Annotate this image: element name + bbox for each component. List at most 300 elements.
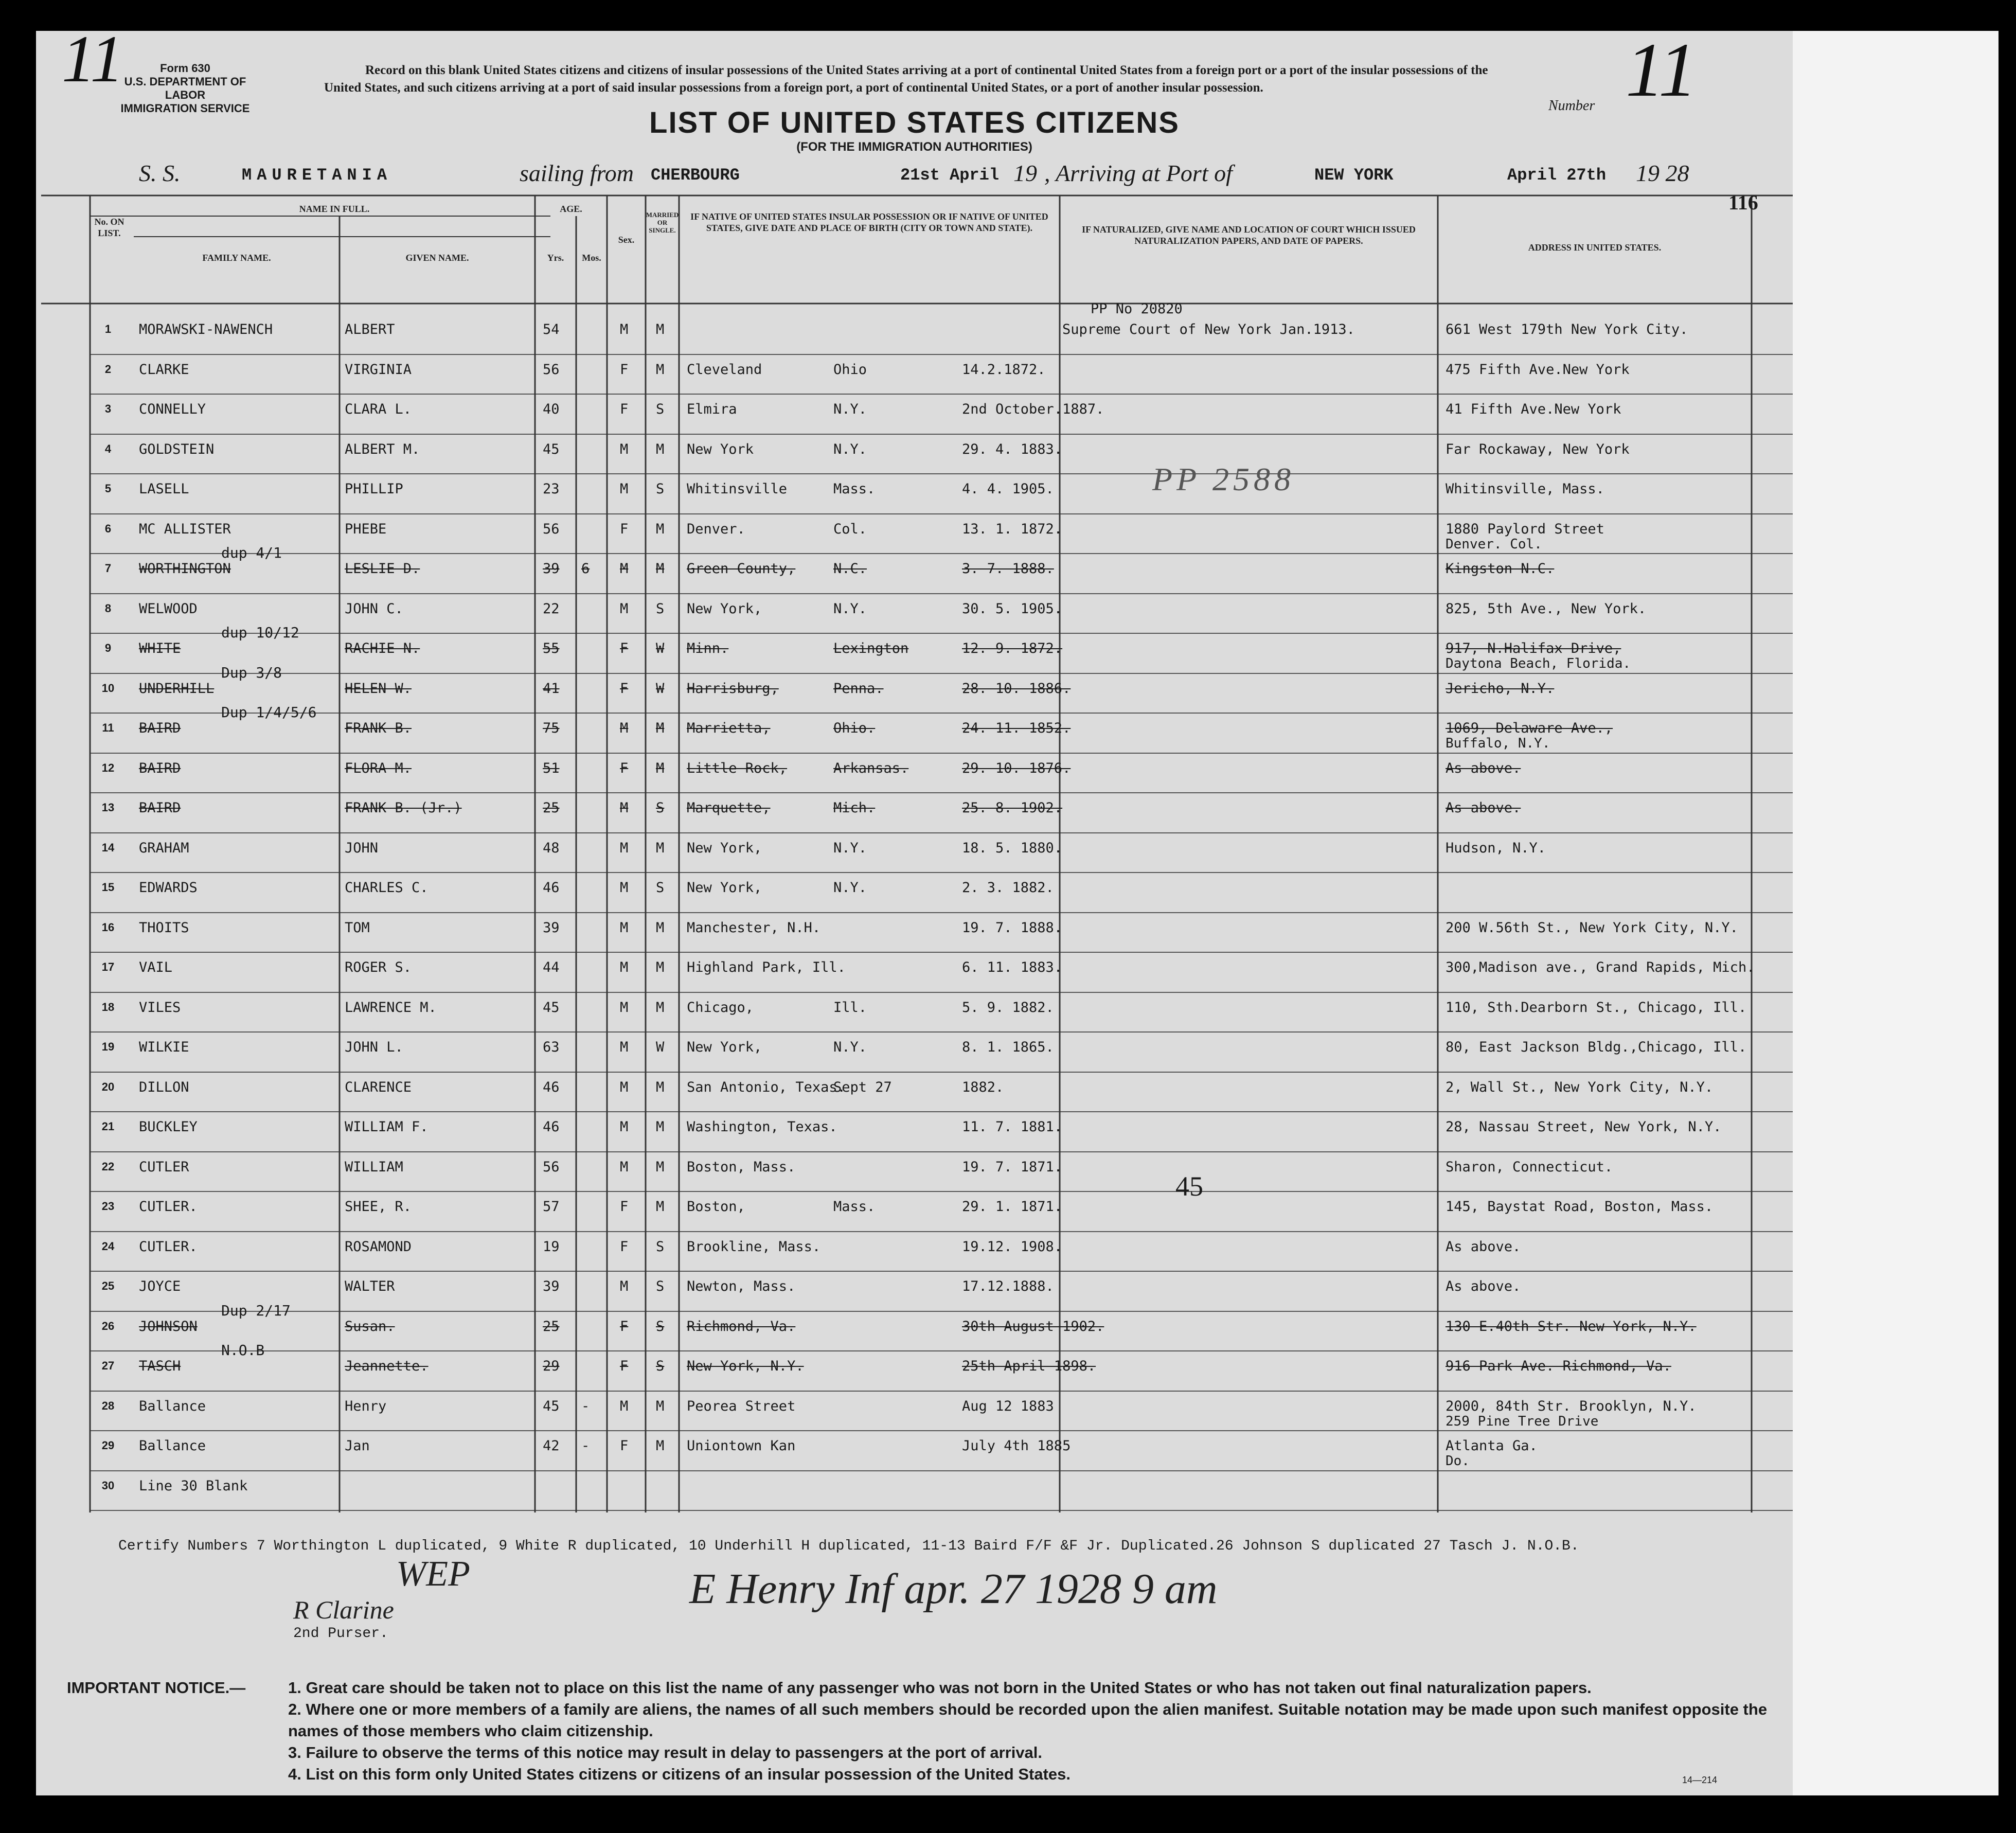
birth-place: Uniontown Kan <box>687 1438 796 1454</box>
marital-status: M <box>656 1119 665 1135</box>
sex: F <box>620 1438 629 1454</box>
birth-place: Minn. <box>687 640 729 656</box>
age-years: 48 <box>543 840 560 856</box>
birth-state: N.Y. <box>833 600 867 617</box>
col-sex: Sex. <box>618 235 635 245</box>
family-name: Ballance <box>139 1438 206 1454</box>
birth-place: Peorea Street <box>687 1398 796 1414</box>
birth-place: Newton, Mass. <box>687 1278 796 1294</box>
birth-date: 2nd October.1887. <box>962 401 1104 417</box>
form-number: Form 630 <box>160 62 210 75</box>
birth-place: Richmond, Va. <box>687 1318 796 1334</box>
family-name: JOYCE <box>139 1278 181 1294</box>
ship-name: MAURETANIA <box>242 166 393 185</box>
family-name: GRAHAM <box>139 840 189 856</box>
address-line-1: 130 E.40th Str. New York, N.Y. <box>1446 1318 1697 1334</box>
address-line-1: 110, Sth.Dearborn St., Chicago, Ill. <box>1446 999 1747 1016</box>
address-line-1: 41 Fifth Ave.New York <box>1446 401 1621 417</box>
birth-place: Boston, <box>687 1199 745 1215</box>
given-name: ROSAMOND <box>345 1238 412 1255</box>
address-line-1: As above. <box>1446 800 1521 816</box>
page-number: 116 <box>1728 191 1758 214</box>
purser-title: 2nd Purser. <box>293 1626 388 1642</box>
birth-date: 14.2.1872. <box>962 361 1046 378</box>
marital-status: W <box>656 640 665 656</box>
age-years: 45 <box>543 441 560 457</box>
sex: F <box>620 640 629 656</box>
given-name: SHEE, R. <box>345 1199 412 1215</box>
port-to: NEW YORK <box>1314 166 1394 185</box>
family-name: Line 30 Blank <box>139 1478 248 1494</box>
birth-date: 13. 1. 1872. <box>962 521 1063 537</box>
address-line-1: 28, Nassau Street, New York, N.Y. <box>1446 1119 1722 1135</box>
corner-handwritten-mark: 11 <box>62 22 124 96</box>
birth-state: N.Y. <box>833 880 867 896</box>
sex: M <box>620 1398 629 1414</box>
col-months: Mos. <box>582 253 601 263</box>
sailing-label: sailing from <box>520 160 634 186</box>
marital-status: W <box>656 1039 665 1055</box>
family-name: CONNELLY <box>139 401 206 417</box>
birth-place: New York, N.Y. <box>687 1358 804 1374</box>
age-years: 45 <box>543 1398 560 1414</box>
row-number: 4 <box>104 442 112 455</box>
age-years: 39 <box>543 561 560 577</box>
duplicate-note: dup 10/12 <box>221 624 299 641</box>
birth-state: N.Y. <box>833 441 867 457</box>
address-line-1: 1069, Delaware Ave., <box>1446 720 1613 736</box>
address-line-1: 1880 Paylord Street <box>1446 521 1604 537</box>
address-line-2: Daytona Beach, Florida. <box>1446 656 1631 671</box>
birth-place: New York, <box>687 1039 762 1055</box>
sex: M <box>620 1119 629 1135</box>
birth-place: Brookline, Mass. <box>687 1238 821 1255</box>
marital-status: M <box>656 521 665 537</box>
given-name: WALTER <box>345 1278 395 1294</box>
age-years: 45 <box>543 999 560 1016</box>
row-number: 18 <box>101 1000 115 1013</box>
voyage-line <box>36 159 1793 190</box>
important-notice-label: IMPORTANT NOTICE.— <box>67 1679 246 1697</box>
row-number: 15 <box>101 881 115 894</box>
notice-item-3: 3. Failure to observe the terms of this notice may result in delay to passengers at the port of arrival. <box>288 1743 1043 1761</box>
birth-state: Mass. <box>833 481 876 497</box>
row-number: 14 <box>101 841 115 854</box>
birth-date: 29. 4. 1883. <box>962 441 1063 457</box>
footer-code: 14—214 <box>1682 1775 1718 1785</box>
marital-status: M <box>656 760 665 776</box>
given-name: TOM <box>345 919 370 936</box>
age-years: 54 <box>543 322 560 337</box>
address-line-1: As above. <box>1446 1278 1521 1294</box>
sex: M <box>620 959 629 975</box>
address-line-1: 2000, 84th Str. Brooklyn, N.Y. <box>1446 1398 1697 1414</box>
birth-place: Marrietta, <box>687 720 771 736</box>
age-years: 25 <box>543 1318 560 1334</box>
row-number: 27 <box>101 1359 115 1372</box>
family-name: BUCKLEY <box>139 1119 198 1135</box>
birth-date: 30. 5. 1905. <box>962 600 1063 617</box>
marital-status: M <box>656 561 665 577</box>
address-line-1: 825, 5th Ave., New York. <box>1446 600 1647 617</box>
age-months: - <box>581 1438 590 1454</box>
birth-place: New York, <box>687 880 762 896</box>
birth-place: Cleveland <box>687 361 762 378</box>
notice-item-4: 4. List on this form only United States citizens or citizens of an insular possession of the United States. <box>288 1765 1071 1783</box>
marital-status: S <box>656 600 665 617</box>
arrive-date: April 27th <box>1507 166 1607 185</box>
sex: M <box>620 720 629 736</box>
age-years: 40 <box>543 401 560 417</box>
given-name: CLARENCE <box>345 1079 412 1095</box>
given-name: WILLIAM <box>345 1159 403 1175</box>
address-line-1: 80, East Jackson Bldg.,Chicago, Ill. <box>1446 1039 1747 1055</box>
address-line-1: 145, Baystat Road, Boston, Mass. <box>1446 1199 1714 1215</box>
purser-signature: R Clarine <box>293 1595 394 1624</box>
notice-item-2: 2. Where one or more members of a family are aliens, the names of all such members should be recorded upon the alien manifest. Suitable notation may be made upon such manifest opposite the names of those members who claim citizenship. <box>288 1700 1768 1740</box>
duplicate-note: dup 4/1 <box>221 544 282 561</box>
birth-place: Highland Park, Ill. <box>687 959 846 975</box>
given-name: Henry <box>345 1398 387 1414</box>
sex: M <box>620 919 629 936</box>
birth-place: Harrisburg, <box>687 680 779 697</box>
row-number: 17 <box>101 960 115 973</box>
instruction-text: Record on this blank United States citizens and citizens of insular possessions of the United States arriving at a port of continental United States from a foreign port or a port of the insular possessions of the United States, and such citizens arriving at a port of said insular possessions from a foreign port, a port of continental United States, or a port of another insular possession. <box>324 63 1488 95</box>
birth-place: Chicago, <box>687 999 754 1016</box>
age-years: 56 <box>543 1159 560 1175</box>
birth-date: 24. 11. 1852. <box>962 720 1071 736</box>
row-number: 1 <box>104 323 112 335</box>
address-line-1: Far Rockaway, New York <box>1446 441 1630 457</box>
birth-state: Ill. <box>833 999 867 1016</box>
sex: M <box>620 561 629 577</box>
sex: M <box>620 481 629 497</box>
age-years: 41 <box>543 680 560 697</box>
family-name: WORTHINGTON <box>139 561 231 577</box>
birth-place: Boston, Mass. <box>687 1159 796 1175</box>
sex: F <box>620 1199 629 1215</box>
sex: F <box>620 680 629 697</box>
sex: F <box>620 401 629 417</box>
notice-item-1: 1. Great care should be taken not to place on this list the name of any passenger who was not born in the United States or who has not taken out final naturalization papers. <box>288 1679 1592 1697</box>
duplicate-note: Dup 2/17 <box>221 1302 291 1319</box>
row-number: 23 <box>101 1200 115 1213</box>
birth-state: Mich. <box>833 800 876 816</box>
birth-date: 19. 7. 1871. <box>962 1159 1063 1175</box>
address-line-1: As above. <box>1446 760 1521 776</box>
birth-date: July 4th 1885 <box>962 1438 1071 1454</box>
sex: M <box>620 600 629 617</box>
sex: F <box>620 521 629 537</box>
marital-status: M <box>656 959 665 975</box>
age-years: 39 <box>543 1278 560 1294</box>
sex: M <box>620 1278 629 1294</box>
address-line-2: Buffalo, N.Y. <box>1446 736 1550 751</box>
family-name: VILES <box>139 999 181 1016</box>
family-name: CUTLER <box>139 1159 189 1175</box>
family-name: CUTLER. <box>139 1199 198 1215</box>
address-line-1: Hudson, N.Y. <box>1446 840 1546 856</box>
number-label: Number <box>1548 98 1595 114</box>
address-line-1: 300,Madison ave., Grand Rapids, Mich. <box>1446 959 1755 975</box>
address-line-1: 661 West 179th New York City. <box>1446 322 1688 337</box>
sex: F <box>620 361 629 378</box>
row-number: 6 <box>104 522 112 535</box>
marital-status: S <box>656 1238 665 1255</box>
birth-date: 11. 7. 1881. <box>962 1119 1063 1135</box>
department-name: U.S. DEPARTMENT OF LABOR <box>124 75 246 101</box>
marital-status: S <box>656 880 665 896</box>
birth-state: Col. <box>833 521 867 537</box>
birth-place: San Antonio, Texas. <box>687 1079 846 1095</box>
birth-date: 8. 1. 1865. <box>962 1039 1054 1055</box>
marital-status: M <box>656 361 665 378</box>
family-name: Ballance <box>139 1398 206 1414</box>
birth-date: 19. 7. 1888. <box>962 919 1063 936</box>
sex: M <box>620 322 629 337</box>
col-naturalized: IF NATURALIZED, GIVE NAME AND LOCATION OF COURT WHICH ISSUED NATURALIZATION PAPERS, AND DATE OF PAPERS. <box>1082 224 1416 246</box>
given-name: VIRGINIA <box>345 361 412 378</box>
birth-state: N.Y. <box>833 401 867 417</box>
age-years: 56 <box>543 521 560 537</box>
col-family-name: FAMILY NAME. <box>202 253 271 263</box>
family-name: WHITE <box>139 640 181 656</box>
age-years: 44 <box>543 959 560 975</box>
age-years: 75 <box>543 720 560 736</box>
row-number: 28 <box>101 1399 115 1412</box>
sex: F <box>620 760 629 776</box>
row-number: 29 <box>101 1439 115 1452</box>
family-name: MC ALLISTER <box>139 521 231 537</box>
given-name: RACHIE N. <box>345 640 420 656</box>
family-name: CLARKE <box>139 361 189 378</box>
marital-status: S <box>656 1318 665 1334</box>
sex: F <box>620 1358 629 1374</box>
given-name: CLARA L. <box>345 401 412 417</box>
address-line-1: Kingston N.C. <box>1446 561 1555 577</box>
address-line-2: 259 Pine Tree Drive <box>1446 1413 1599 1429</box>
birth-place: Manchester, N.H. <box>687 919 821 936</box>
row-number: 24 <box>101 1239 115 1253</box>
family-name: UNDERHILL <box>139 680 215 697</box>
family-name: BAIRD <box>139 800 181 816</box>
given-name: Jan <box>345 1438 370 1454</box>
birth-state: Ohio. <box>833 720 876 736</box>
birth-place: Marquette, <box>687 800 771 816</box>
row-number: 22 <box>101 1160 115 1173</box>
birth-state: Sept 27 <box>833 1079 892 1095</box>
given-name: FRANK B. <box>345 720 412 736</box>
row-number: 13 <box>101 801 115 814</box>
marital-status: M <box>656 1079 665 1095</box>
marital-status: M <box>656 1398 665 1414</box>
col-birth: IF NATIVE OF UNITED STATES INSULAR POSSESSION OR IF NATIVE OF UNITED STATES, GIVE DATE AND PLACE OF BIRTH (CITY OR TOWN AND STATE). <box>690 211 1048 233</box>
family-name: WELWOOD <box>139 600 198 617</box>
year-label: 19 <box>1013 160 1037 186</box>
birth-date: 5. 9. 1882. <box>962 999 1054 1016</box>
birth-place: Green County, <box>687 561 796 577</box>
sex: F <box>620 1238 629 1255</box>
birth-date: 3. 7. 1888. <box>962 561 1054 577</box>
address-line-2: Denver. Col. <box>1446 536 1542 552</box>
marital-status: S <box>656 1358 665 1374</box>
handwritten-pp-note: PP 2588 <box>1152 461 1295 497</box>
marital-status: S <box>656 481 665 497</box>
address-line-2: Do. <box>1446 1453 1470 1469</box>
marital-status: S <box>656 401 665 417</box>
birth-date: 29. 1. 1871. <box>962 1199 1063 1215</box>
family-name: JOHNSON <box>139 1318 198 1334</box>
address-line-1: As above. <box>1446 1238 1521 1255</box>
sex: M <box>620 1079 629 1095</box>
birth-state: Lexington <box>833 640 909 656</box>
birth-state: Penna. <box>833 680 884 697</box>
marital-status: M <box>656 840 665 856</box>
family-name: BAIRD <box>139 720 181 736</box>
age-years: 46 <box>543 1119 560 1135</box>
duplicate-note: Dup 3/8 <box>221 664 282 681</box>
given-name: JOHN L. <box>345 1039 403 1055</box>
port-from: CHERBOURG <box>651 166 740 185</box>
ss-label: S. S. <box>139 160 181 186</box>
family-name: CUTLER. <box>139 1238 198 1255</box>
address-line-1: Whitinsville, Mass. <box>1446 481 1604 497</box>
given-name: WILLIAM F. <box>345 1119 429 1135</box>
birth-date: 17.12.1888. <box>962 1278 1054 1294</box>
sex: M <box>620 1039 629 1055</box>
given-name: PHEBE <box>345 521 387 537</box>
birth-place: New York, <box>687 840 762 856</box>
marital-status: W <box>656 680 665 697</box>
birth-date: Aug 12 1883 <box>962 1398 1054 1414</box>
given-name: JOHN C. <box>345 600 403 617</box>
birth-date: 18. 5. 1880. <box>962 840 1063 856</box>
sex: F <box>620 1318 629 1334</box>
col-age: AGE. <box>560 204 582 214</box>
birth-date: 28. 10. 1886. <box>962 680 1071 697</box>
row-number: 19 <box>101 1040 115 1053</box>
family-name: VAIL <box>139 959 173 975</box>
birth-date: 25. 8. 1902. <box>962 800 1063 816</box>
birth-state: N.Y. <box>833 1039 867 1055</box>
birth-place: Elmira <box>687 401 737 417</box>
age-years: 42 <box>543 1438 560 1454</box>
age-months: 6 <box>581 561 590 577</box>
marital-status: M <box>656 1199 665 1215</box>
birth-place: Washington, Texas. <box>687 1119 837 1135</box>
birth-date: 19.12. 1908. <box>962 1238 1063 1255</box>
address-line-1: 917, N.Halifax Drive, <box>1446 640 1621 656</box>
row-number: 10 <box>101 681 115 695</box>
birth-state: Mass. <box>833 1199 876 1215</box>
address-line-1: 916 Park Ave. Richmond, Va. <box>1446 1358 1671 1374</box>
birth-date: 1882. <box>962 1079 1004 1095</box>
service-name: IMMIGRATION SERVICE <box>120 102 250 115</box>
page-margin <box>1793 31 1999 1795</box>
age-years: 56 <box>543 361 560 378</box>
sex: M <box>620 840 629 856</box>
birth-date: 6. 11. 1883. <box>962 959 1063 975</box>
given-name: Susan. <box>345 1318 395 1334</box>
sex: M <box>620 441 629 457</box>
row-number: 2 <box>104 362 112 376</box>
birth-date: 30th August 1902. <box>962 1318 1104 1334</box>
family-name: EDWARDS <box>139 880 198 896</box>
row-number: 16 <box>101 920 115 934</box>
age-years: 22 <box>543 600 560 617</box>
given-name: JOHN <box>345 840 379 856</box>
family-name: BAIRD <box>139 760 181 776</box>
age-months: - <box>581 1398 590 1414</box>
birth-place: Denver. <box>687 521 745 537</box>
ruled-lines <box>36 31 1793 1795</box>
birth-date: 2. 3. 1882. <box>962 880 1054 896</box>
age-years: 46 <box>543 880 560 896</box>
handwritten-number: 11 <box>1626 27 1697 113</box>
row-number: 21 <box>101 1120 115 1133</box>
address-line-1: Sharon, Connecticut. <box>1446 1159 1613 1175</box>
inspector-signature: E Henry Inf apr. 27 1928 9 am <box>689 1565 1218 1613</box>
given-name: PHILLIP <box>345 481 403 497</box>
naturalization-court: Supreme Court of New York Jan.1913. <box>1062 322 1355 337</box>
birth-date: 4. 4. 1905. <box>962 481 1054 497</box>
given-name: HELEN W. <box>345 680 412 697</box>
family-name: DILLON <box>139 1079 189 1095</box>
marital-status: M <box>656 720 665 736</box>
address-line-1: Atlanta Ga. <box>1446 1438 1538 1454</box>
initials-signature: WEP <box>396 1554 470 1594</box>
important-notice-items <box>288 1677 1780 1785</box>
address-line-1: 2, Wall St., New York City, N.Y. <box>1446 1079 1714 1095</box>
row-number: 8 <box>104 601 112 615</box>
given-name: ALBERT M. <box>345 441 420 457</box>
birth-state: N.C. <box>833 561 867 577</box>
arriving-label: , Arriving at Port of <box>1044 160 1233 186</box>
naturalization-certificate: PP No 20820 <box>1091 301 1183 317</box>
row-number: 25 <box>101 1279 115 1292</box>
given-name: ALBERT <box>345 322 395 337</box>
given-name: ROGER S. <box>345 959 412 975</box>
marital-status: M <box>656 322 665 337</box>
birth-state: Ohio <box>833 361 867 378</box>
col-married-single: MARRIED OR SINGLE. <box>646 211 679 234</box>
family-name: TASCH <box>139 1358 181 1374</box>
row-number: 26 <box>101 1319 115 1332</box>
birth-place: New York <box>687 441 754 457</box>
marital-status: M <box>656 919 665 936</box>
row-number: 3 <box>104 402 112 415</box>
age-years: 39 <box>543 919 560 936</box>
given-name: FRANK B. (Jr.) <box>345 800 462 816</box>
family-name: WILKIE <box>139 1039 189 1055</box>
marital-status: M <box>656 441 665 457</box>
marital-status: M <box>656 1438 665 1454</box>
marital-status: S <box>656 800 665 816</box>
age-years: 23 <box>543 481 560 497</box>
birth-place: New York, <box>687 600 762 617</box>
marital-status: M <box>656 999 665 1016</box>
age-years: 46 <box>543 1079 560 1095</box>
age-years: 19 <box>543 1238 560 1255</box>
page-title: LIST OF UNITED STATES CITIZENS <box>649 106 1180 139</box>
sail-date: 21st April <box>900 166 1000 185</box>
row-number: 20 <box>101 1080 115 1093</box>
given-name: LESLIE D. <box>345 561 420 577</box>
certification-line: Certify Numbers 7 Worthington L duplicated, 9 White R duplicated, 10 Underhill H duplicated, 11-13 Baird F/F &F Jr. Duplicated.26 Johnson S duplicated 27 Tasch J. N.O.B. <box>118 1538 1579 1554</box>
birth-date: 12. 9. 1872. <box>962 640 1063 656</box>
birth-state: Arkansas. <box>833 760 909 776</box>
given-name: CHARLES C. <box>345 880 429 896</box>
